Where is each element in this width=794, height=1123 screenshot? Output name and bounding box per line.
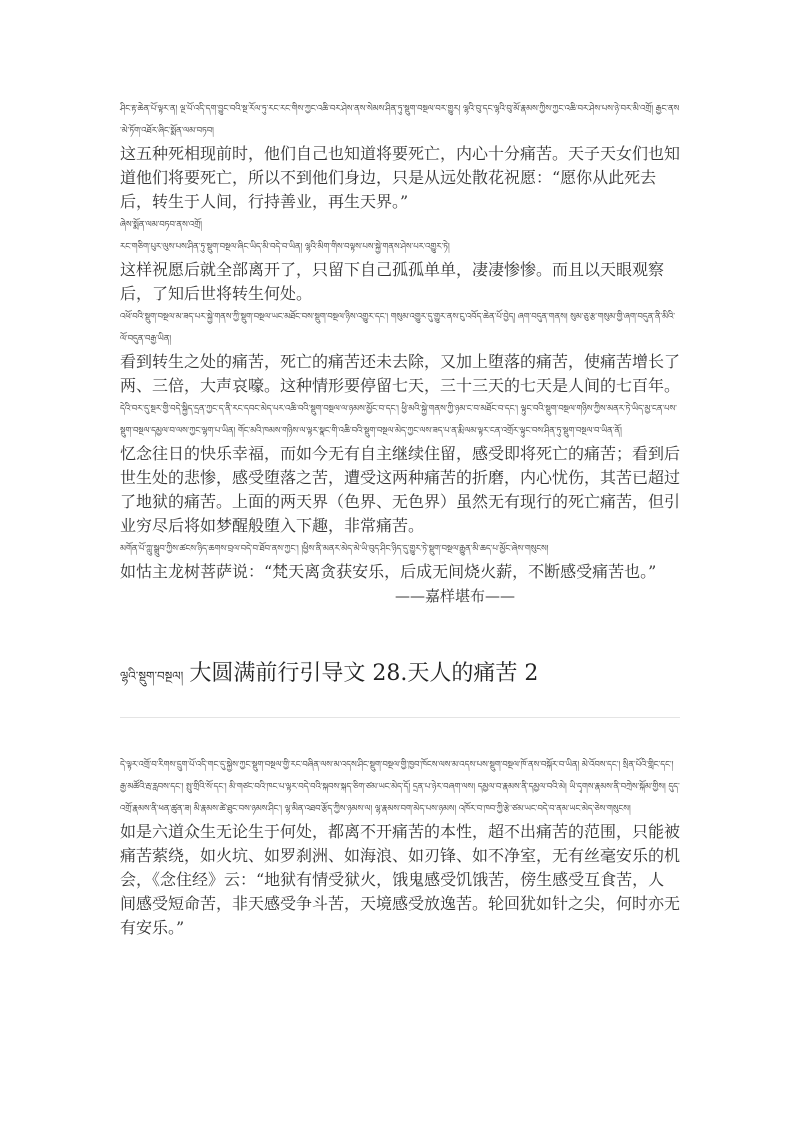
- chinese-paragraph: 这样祝愿后就全部离开了，只留下自己孤孤单单，凄凄惨惨。而且以天眼观察后，了知后世将转生何处。: [120, 260, 665, 303]
- chinese-paragraph: 看到转生之处的痛苦，死亡的痛苦还未去除，又加上堕落的痛苦，使痛苦增长了两、三倍，大声哀嚎。这种情形要停留七天，三十三天的七天是人间的七百年。: [120, 352, 681, 395]
- document-page: [120, 98, 680, 940]
- chinese-paragraph: 忆念往日的快乐幸福，而如今无有自主继续住留，感受即将死亡的痛苦；看到后世生处的悲惨，感受堕落之苦，遭受这两种痛苦的折磨，内心忧伤，其苦已超过了地狱的痛苦。上面的两天界（色界、无色界）虽然无有现行的死亡痛苦，但引业穷尽后将如梦醒般堕入下趣，非常痛苦。: [120, 444, 681, 535]
- tibetan-text: དེའི་བར་དུ་སྔར་གྱི་བདེ་སྐྱིད་དྲན་ཀྱང་ད་ནི་རང་དབང་མེད་པར་འཆི་བའི་སྡུག་བསྔལ་ལ་ཉམས་མྱོང་བ་དང་། ཕྱི་མའི་སྐྱེ་གནས་ཀྱི་ཉམ་ང་བ་མཐོང་བ་དང་། ལྟུང་བའི་སྡུག་བསྔལ་གཉིས་ཀྱིས་མནར་ཏེ་ཡིད་མྱ་ངན་པས་སྡུག་བསྔལ་དམྱལ་བ་ལས་ཀྱང་ལྷག་པ་ཡིན། གོང་མའི་ཁམས་གཉིས་ལ་ལྟར་སྣང་གི་འཆི་བའི་སྡུག་བསྔལ་མེད་ཀྱང་ལས་ཟད་པ་ན་རྨི་ལམ་ལྟར་ངན་འགྲོར་ལྟུང་བས་ཤིན་ཏུ་སྡུག་བསྔལ་བ་ཡིན་ནོ།: [120, 404, 677, 436]
- section-body: [120, 754, 680, 940]
- tibetan-text: འཕོ་བའི་སྡུག་བསྔལ་མ་ཟད་པར་སྐྱེ་གནས་ཀྱི་སྡུག་བསྔལ་ཡང་མཐོང་བས་སྡུག་བསྔལ་ཉིས་འགྱུར་དང་། གསུམ་འགྱུར་དུ་གྱུར་ནས་ངུ་འབོད་ཆེན་པོ་བྱེད། ཞག་བདུན་གནས། སུམ་ཅུ་རྩ་གསུམ་གྱི་ཞག་བདུན་ནི་མིའི་ལོ་བདུན་བརྒྱ་ཡིན།: [120, 312, 675, 344]
- tib-paragraph: [120, 98, 680, 142]
- section-title-chinese: 大圆满前行引导文 28.天人的痛苦 2: [189, 661, 539, 686]
- tibetan-text: ཞེས་སྨོན་ལམ་བཏབ་ནས་འགྲོ།: [120, 220, 202, 230]
- section-title-tibetan: ལྷའི་སྡུག་བསྔལ།: [120, 669, 184, 683]
- tibetan-text: རང་གཅིག་པུར་ལུས་པས་ཤིན་ཏུ་སྡུག་བསྔལ་ཞིང་ཡིད་མི་བདེ་བ་ཡིན། ལྷའི་མིག་གིས་བལྟས་པས་སྐྱེ་གནས་ཤེས་པར་འགྱུར་ཏེ།: [120, 242, 450, 252]
- author-signature: ——嘉样堪布——: [394, 587, 515, 605]
- tibetan-text: ཤིང་རྟ་ཆེན་པོ་ལྟར་ན། ལྔ་པོ་འདི་དག་བྱུང་བའི་སྔ་རོལ་ཏུ་རང་རང་གིས་ཀྱང་འཆི་བར་ཤེས་ནས་སེམས་ཤིན་ཏུ་སྡུག་བསྔལ་བར་གྱུར། ལྷའི་བུ་དང་ལྷའི་བུ་མོ་རྣམས་ཀྱིས་ཀྱང་འཆི་བར་ཤེས་པས་ཉེ་བར་མི་འགྲོ། རྒྱང་ནས་མེ་ཏོག་འཐོར་ཞིང་སྨོན་ལམ་བཏབ།: [120, 104, 680, 136]
- tibetan-text: མགོན་པོ་ཀླུ་སྒྲུབ་ཀྱིས་ཚངས་ཉིད་ཆགས་བྲལ་བདེ་བ་ཐོབ་ནས་ཀྱང་། །ཕྱིས་ནི་མནར་མེད་མེ་ཡི་བུད་ཤིང་ཉིད་དུ་གྱུར་ཏེ་སྡུག་བསྔལ་རྒྱུན་མི་ཆད་པ་མྱོང་ཞེས་གསུངས།: [120, 544, 549, 554]
- chinese-paragraph: 如是六道众生无论生于何处，都离不开痛苦的本性，超不出痛苦的范围，只能被痛苦萦绕，如火坑、如罗刹洲、如海浪、如刃锋、如不净室，无有丝毫安乐的机会，《念住经》云：“地狱有情受狱火，饿鬼感受饥饿苦，傍生感受互食苦，人间感受短命苦，非天感受争斗苦，天境感受放逸苦。轮回犹如针之尖，何时亦无有安乐。”: [120, 822, 681, 937]
- section-title: [120, 656, 680, 718]
- tibetan-text: དེ་ལྟར་འགྲོ་བ་རིགས་དྲུག་པོ་འདི་གང་དུ་སྐྱེས་ཀྱང་སྡུག་བསྔལ་གྱི་རང་བཞིན་ལས་མ་འདས་ཤིང་སྡུག་བསྔལ་གྱི་ཁྱབ་ཁོངས་ལས་མ་འདས་པས་སྡུག་བསྔལ་ཁོ་ནས་བསྐོར་བ་ཡིན། མེ་འོབས་དང་། སྲིན་པོའི་གླིང་དང་། རྒྱ་མཚོའི་རྦ་རླབས་དང་། སྤུ་གྲིའི་སོ་དང་། མི་གཙང་བའི་ཁང་པ་ལྟར་བདེ་བའི་སྐབས་སྐད་ཅིག་ཙམ་ཡང་མེད་དོ། དྲན་པ་ཉེར་བཞག་ལས། དམྱལ་བ་རྣམས་ནི་དམྱལ་བའི་མེ། ཡི་དྭགས་རྣམས་ནི་བཀྲེས་སྐོམ་གྱིས། དུད་འགྲོ་རྣམས་ནི་ཕན་ཚུན་ཟ། མི་རྣམས་ཚེ་ཐུང་བས་ཉམས་ཤིང་། ལྷ་མིན་འཐབ་རྩོད་ཀྱིས་ཉམས་ལ། ལྷ་རྣམས་བག་མེད་པས་ཉམས། འཁོར་བ་ཁབ་ཀྱི་རྩེ་ཙམ་ཡང་བདེ་བ་ནམ་ཡང་མེད་ཅེས་གསུངས།: [120, 760, 680, 814]
- chinese-paragraph: 这五种死相现前时，他们自己也知道将要死亡，内心十分痛苦。天子天女们也知道他们将要死亡，所以不到他们身边，只是从远处散花祝愿：“愿你从此死去后，转生于人间，行持善业，再生天界。”: [120, 144, 681, 211]
- chinese-paragraph: 如怙主龙树菩萨说：“梵天离贪获安乐，后成无间烧火薪，不断感受痛苦也。”: [120, 562, 657, 581]
